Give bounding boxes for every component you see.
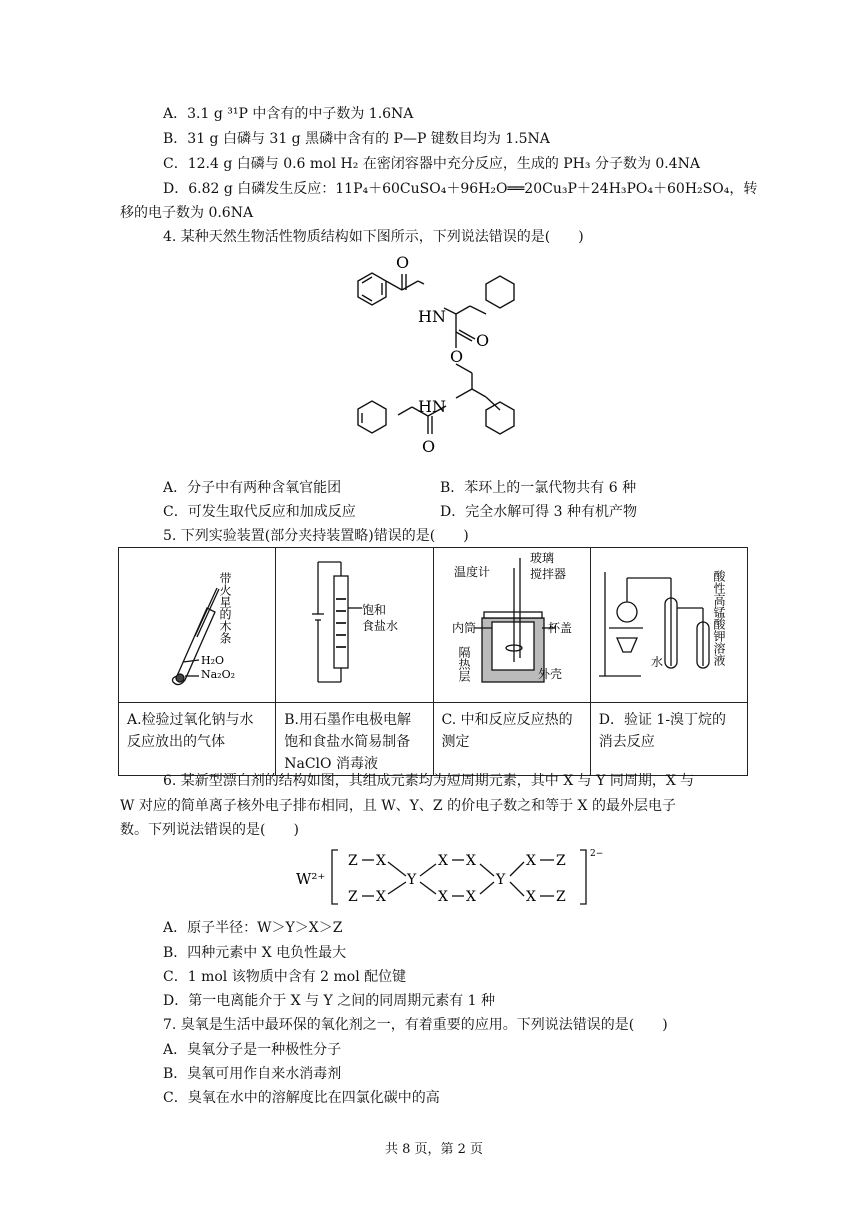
page-footer: 共 8 页，第 2 页 xyxy=(384,1142,484,1157)
q4-option-b: B．苯环上的一氯代物共有 6 种 xyxy=(440,480,637,496)
q6-atom-x: X xyxy=(376,889,386,905)
q6-atom-x: X xyxy=(466,853,476,869)
q6-atom-x: X xyxy=(438,889,448,905)
q6-atom-x: X xyxy=(438,853,448,869)
q5-figure-b xyxy=(276,548,433,703)
q5-c-label-inner: 内筒 xyxy=(451,621,476,635)
q5-b-label-line1: 饱和 xyxy=(362,603,387,617)
q6-atom-y: Y xyxy=(407,872,417,888)
q3-option-d-line2: 移的电子数为 0.6NA xyxy=(120,205,254,221)
q6-atom-z: Z xyxy=(556,853,566,869)
q6-atom-z: Z xyxy=(348,889,358,905)
q4-label-o-ester: O xyxy=(450,347,464,366)
q5-figure-a xyxy=(119,548,276,703)
q6-atom-x: X xyxy=(526,889,536,905)
q5-a-label-splint: 带火星的木条 xyxy=(218,572,232,644)
q6-atom-x: X xyxy=(376,853,386,869)
q5-apparatus-table xyxy=(118,547,748,776)
q4-stem: 4. 某种天然生物活性物质结构如下图所示，下列说法错误的是( ) xyxy=(163,229,584,245)
q4-label-o-bottom: O xyxy=(422,437,436,456)
q6-structure-formula xyxy=(290,842,620,912)
q4-molecule-structure xyxy=(340,250,570,472)
q5-stem: 5. 下列实验装置(部分夹持装置略)错误的是( ) xyxy=(163,528,469,544)
q6-option-a: A．原子半径：W＞Y＞X＞Z xyxy=(163,920,343,936)
q7-option-c: C．臭氧在水中的溶解度比在四氯化碳中的高 xyxy=(163,1090,440,1106)
q5-d-label-water: 水 xyxy=(650,655,663,669)
q5-caption-a: A.检验过氧化钠与水反应放出的气体 xyxy=(119,703,276,776)
q3-option-a: A．3.1 g ³¹P 中含有的中子数为 1.6NA xyxy=(163,106,414,122)
q7-option-b: B．臭氧可用作自来水消毒剂 xyxy=(163,1066,342,1082)
q6-option-c: C．1 mol 该物质中含有 2 mol 配位键 xyxy=(163,969,407,985)
q5-d-label-kmno4: 酸性高锰酸钾溶液 xyxy=(711,570,726,666)
q3-option-b: B．31 g 白磷与 31 g 黑磷中含有的 P—P 键数目均为 1.5NA xyxy=(163,131,550,147)
q4-option-d: D．完全水解可得 3 种有机产物 xyxy=(440,504,638,520)
q3-option-c: C．12.4 g 白磷与 0.6 mol H₂ 在密闭容器中充分反应，生成的 PH₃ 分子数为 0.4NA xyxy=(163,156,701,172)
q4-label-hn-top: HN xyxy=(418,307,446,326)
q5-c-label-thermometer: 温度计 xyxy=(453,565,490,579)
q4-label-o-carbonyl: O xyxy=(476,331,490,350)
q4-label-hn-bottom: HN xyxy=(418,397,446,416)
q5-b-label-line2: 食盐水 xyxy=(362,619,399,633)
q5-a-label-na2o2: Na₂O₂ xyxy=(201,668,236,681)
q6-cation-w: W²⁺ xyxy=(296,870,326,888)
q5-figure-d xyxy=(590,548,747,703)
q6-atom-x: X xyxy=(466,889,476,905)
q6-atom-z: Z xyxy=(348,853,358,869)
q6-atom-z: Z xyxy=(556,889,566,905)
q5-caption-b: B.用石墨作电极电解饱和食盐水简易制备NaClO 消毒液 xyxy=(276,703,433,776)
q5-elimination-apparatus-diagram xyxy=(591,548,747,698)
q5-figure-c xyxy=(433,548,590,703)
q5-a-label-h2o: H₂O xyxy=(201,654,225,667)
q6-atom-x: X xyxy=(526,853,536,869)
q6-stem-line1: 6. 某新型漂白剂的结构如图，其组成元素均为短周期元素，其中 X 与 Y 同周期，X 与 xyxy=(163,773,695,789)
q6-atom-y: Y xyxy=(496,872,506,888)
q4-option-a: A．分子中有两种含氧官能团 xyxy=(163,480,342,496)
q5-test-tube-diagram xyxy=(119,548,275,698)
q6-option-b: B．四种元素中 X 电负性最大 xyxy=(163,945,347,961)
q7-stem: 7. 臭氧是生活中最环保的氧化剂之一，有着重要的应用。下列说法错误的是( ) xyxy=(163,1017,668,1033)
q5-caption-d: D．验证 1-溴丁烷的消去反应 xyxy=(590,703,747,776)
q7-option-a: A．臭氧分子是一种极性分子 xyxy=(163,1042,342,1058)
q5-c-label-insulation: 隔热层 xyxy=(456,646,471,682)
q5-calorimeter-diagram xyxy=(434,548,590,698)
q5-c-label-stirrer1: 玻璃 xyxy=(529,551,554,565)
q6-stem-line3: 数。下列说法错误的是( ) xyxy=(120,822,299,838)
q6-anion-charge: 2− xyxy=(590,849,604,859)
q4-option-c: C．可发生取代反应和加成反应 xyxy=(163,504,356,520)
q4-label-o-top: O xyxy=(396,253,410,272)
q5-c-label-lid: 杯盖 xyxy=(547,621,572,635)
q5-caption-c: C. 中和反应反应热的测定 xyxy=(433,703,590,776)
q5-c-label-stirrer2: 搅拌器 xyxy=(529,567,566,581)
q6-option-d: D．第一电离能介于 X 与 Y 之间的同周期元素有 1 种 xyxy=(163,993,496,1009)
q5-c-label-outer: 外壳 xyxy=(537,667,562,681)
q3-option-d-line1: D．6.82 g 白磷发生反应：11P₄＋60CuSO₄＋96H₂O══20Cu₃P＋24H₃PO₄＋60H₂SO₄，转 xyxy=(163,181,758,197)
q6-stem-line2: W 对应的简单离子核外电子排布相同，且 W、Y、Z 的价电子数之和等于 X 的最外层电子 xyxy=(120,798,676,814)
q5-electrolysis-diagram xyxy=(276,548,432,698)
